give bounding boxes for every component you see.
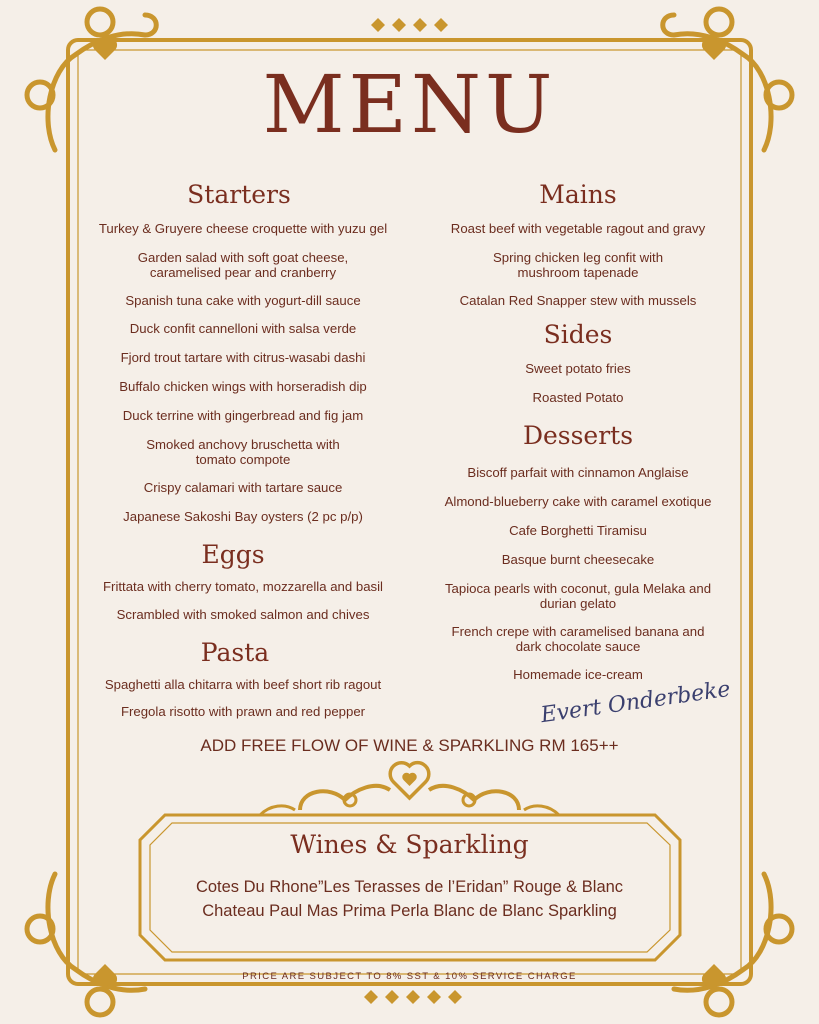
- desserts-item: Almond-blueberry cake with caramel exotique: [444, 494, 712, 509]
- pasta-item: Spaghetti alla chitarra with beef short rib ragout: [104, 677, 382, 692]
- price-footnote: PRICE ARE SUBJECT TO 8% SST & 10% SERVICE CHARGE: [242, 971, 577, 982]
- chef-signature: Evert Onderbeke: [539, 676, 732, 729]
- eggs-heading: Eggs: [201, 540, 265, 569]
- desserts-heading: Desserts: [522, 421, 634, 450]
- starters-item: Spanish tuna cake with yogurt-dill sauce: [125, 293, 361, 308]
- free-flow-offer: ADD FREE FLOW OF WINE & SPARKLING RM 165++: [200, 736, 619, 755]
- desserts-item: Tapioca pearls with coconut, gula Melaka and durian gelato: [444, 581, 712, 611]
- pasta-item: Fregola risotto with prawn and red pepper: [120, 704, 366, 719]
- starters-heading: Starters: [187, 180, 291, 209]
- sides-heading: Sides: [543, 320, 613, 349]
- mains-heading: Mains: [539, 180, 617, 209]
- starters-item: Duck confit cannelloni with salsa verde: [129, 321, 357, 336]
- starters-item: Fjord trout tartare with citrus-wasabi dashi: [120, 350, 366, 365]
- desserts-item: Biscoff parfait with cinnamon Anglaise: [467, 465, 689, 480]
- wine-line-2: Chateau Paul Mas Prima Perla Blanc de Blanc Sparkling: [202, 902, 617, 920]
- wines-heading: Wines & Sparkling: [290, 830, 529, 859]
- eggs-item: Frittata with cherry tomato, mozzarella and basil: [103, 579, 383, 594]
- desserts-item: French crepe with caramelised banana and dark chocolate sauce: [451, 624, 705, 654]
- starters-item: Duck terrine with gingerbread and fig jam: [122, 408, 364, 423]
- mains-item: Catalan Red Snapper stew with mussels: [459, 293, 697, 308]
- starters-item: Turkey & Gruyere cheese croquette with yuzu gel: [98, 221, 388, 236]
- starters-item: Crispy calamari with tartare sauce: [143, 480, 343, 495]
- desserts-item: Cafe Borghetti Tiramisu: [509, 523, 647, 538]
- starters-item: Garden salad with soft goat cheese, caramelised pear and cranberry: [137, 250, 349, 280]
- starters-item: Buffalo chicken wings with horseradish dip: [119, 379, 367, 394]
- sides-item: Sweet potato fries: [525, 361, 631, 376]
- menu-title: MENU: [262, 58, 557, 151]
- sides-item: Roasted Potato: [532, 390, 624, 405]
- wine-line-1: Cotes Du Rhone”Les Terasses de l’Eridan” Rouge & Blanc: [195, 878, 624, 896]
- mains-item: Spring chicken leg confit with mushroom tapenade: [492, 250, 664, 280]
- pasta-heading: Pasta: [200, 638, 270, 667]
- starters-item: Japanese Sakoshi Bay oysters (2 pc p/p): [123, 509, 363, 524]
- mains-item: Roast beef with vegetable ragout and gravy: [450, 221, 706, 236]
- eggs-item: Scrambled with smoked salmon and chives: [116, 607, 370, 622]
- desserts-item: Homemade ice-cream: [513, 667, 643, 682]
- starters-section: [78, 179, 408, 211]
- starters-item: Smoked anchovy bruschetta with tomato compote: [146, 437, 340, 467]
- desserts-item: Basque burnt cheesecake: [501, 552, 655, 567]
